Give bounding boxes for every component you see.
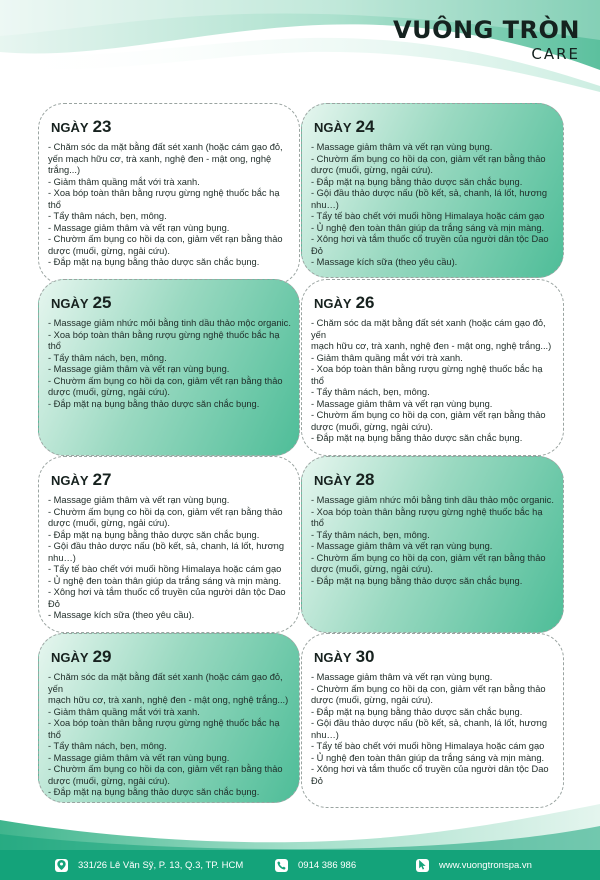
list-item: - Đắp mặt nạ bụng bằng thảo dược săn chắc bụng.	[311, 176, 523, 187]
footer-website[interactable]	[416, 850, 532, 880]
list-item: - Massage giảm thâm và vết rạn vùng bụng.	[311, 672, 493, 682]
list-item: dược (muối, gừng, ngải cứu).	[311, 695, 433, 705]
list-item: - Xoa bóp toàn thân bằng rượu gừng nghệ thuốc bắc hạ thổ	[48, 329, 280, 351]
list-item: nhu…)	[311, 199, 339, 210]
day-number: 28	[355, 470, 375, 489]
list-item: - Massage giảm nhức mỏi bằng tinh dầu thảo mộc organic.	[311, 495, 554, 505]
day-title: NGÀY 26	[314, 293, 375, 312]
phone-number: 0914 386 986	[298, 859, 357, 871]
list-item: - Chăm sóc da mặt bằng đất sét xanh (hoặc cám gạo đỏ,	[48, 142, 283, 152]
list-item: - Tẩy thâm nách, bẹn, mông.	[311, 529, 430, 540]
day-number: 26	[355, 293, 375, 312]
list-item: - Giảm thâm quầng mắt với trà xanh.	[311, 352, 463, 363]
footer-phone[interactable]	[275, 850, 356, 880]
list-item: dược (muối, gừng, ngải cứu).	[48, 775, 170, 786]
list-item: - Tẩy thâm nách, bẹn, mông.	[48, 741, 167, 751]
list-item: - Tẩy tế bào chết với muối hồng Himalaya hoặc cám gạo	[311, 211, 545, 221]
list-item: - Massage kích sữa (theo yêu cầu).	[311, 257, 458, 267]
brand-subtitle: CARE	[531, 45, 580, 63]
list-item: - Gội đầu thảo dược nấu (bồ kết, sả, chanh, lá lốt, hương	[48, 541, 285, 551]
list-item: - Xông hơi và tắm thuốc cổ truyền của người dân tộc Dao Đỏ	[48, 587, 286, 609]
list-item: - Xoa bóp toàn thân bằng rượu gừng nghệ thuốc bắc hạ thổ	[48, 718, 280, 740]
day-title: NGÀY 24	[314, 117, 375, 136]
list-item: - Đắp mặt nạ bụng bằng thảo dược săn chắc bụng.	[48, 787, 260, 797]
list-item: - Chườm ấm bụng co hồi dạ con, giảm vết rạn bằng thảo	[311, 410, 546, 420]
day-card-25	[38, 279, 300, 456]
list-item: - Gội đầu thảo dược nấu (bồ kết, sả, chanh, lá lốt, hương	[311, 718, 548, 728]
list-item: - Massage giảm thâm và vết rạn vùng bụng.	[48, 495, 230, 505]
list-item: - Chăm sóc da mặt bằng đất sét xanh (hoặc cám gạo đỏ, yến	[311, 318, 546, 340]
list-item: - Đắp mặt nạ bụng bằng thảo dược săn chắc bụng.	[48, 529, 260, 540]
list-item: - Gội đầu thảo dược nấu (bồ kết, sả, chanh, lá lốt, hương	[311, 188, 548, 198]
list-item: - Tẩy thâm nách, bẹn, mông.	[48, 211, 167, 221]
list-item: - Đắp mặt nạ bụng bằng thảo dược săn chắc bụng.	[48, 257, 260, 267]
list-item: - Chườm ấm bụng co hồi dạ con, giảm vết rạn bằng thảo	[48, 764, 283, 774]
list-item: - Chườm ấm bụng co hồi dạ con, giảm vết rạn bằng thảo	[48, 506, 283, 517]
brand-logo	[393, 16, 580, 64]
list-item: - Ủ nghệ đen toàn thân giúp da trắng sáng và mịn màng.	[311, 752, 545, 763]
list-item: - Chườm ấm bụng co hồi dạ con, giảm vết rạn bằng thảo	[48, 375, 283, 386]
day-number: 25	[92, 293, 112, 312]
list-item: - Chăm sóc da mặt bằng đất sét xanh (hoặc cám gạo đỏ, yến	[48, 672, 283, 694]
list-item: - Massage kích sữa (theo yêu cầu).	[48, 610, 195, 620]
list-item: - Chườm ấm bụng co hồi dạ con, giảm vết rạn bằng thảo	[48, 234, 283, 244]
list-item: - Tẩy tế bào chết với muối hồng Himalaya hoặc cám gạo	[48, 564, 282, 574]
list-item: yến mạch hữu cơ, trà xanh, nghệ đen - mật ong, nghệ	[48, 153, 272, 164]
treatment-list	[311, 672, 555, 787]
brand-name: VUÔNG TRÒN	[393, 16, 580, 44]
website-link: www.vuongtronspa.vn	[439, 859, 532, 871]
list-item: - Massage giảm thâm và vết rạn vùng bụng.	[311, 541, 493, 551]
day-title: NGÀY 29	[51, 647, 112, 666]
list-item: - Xoa bóp toàn thân bằng rượu gừng nghệ thuốc bắc hạ thổ	[48, 188, 280, 210]
list-item: - Tẩy thâm nách, bẹn, mông.	[48, 352, 167, 363]
list-item: - Giảm thâm quầng mắt với trà xanh.	[48, 176, 200, 187]
list-item: - Chườm ấm bụng co hồi dạ con, giảm vết rạn bằng thảo	[311, 153, 546, 164]
day-card-24	[301, 103, 564, 278]
footer-bar	[0, 850, 600, 880]
day-card-27	[38, 456, 300, 633]
day-number: 30	[355, 647, 375, 666]
day-number: 23	[92, 117, 112, 136]
list-item: - Tẩy thâm nách, bẹn, mông.	[311, 387, 430, 397]
cursor-icon	[416, 859, 429, 872]
list-item: - Ủ nghệ đen toàn thân giúp da trắng sáng và mịn màng.	[311, 222, 545, 233]
treatment-list	[48, 318, 291, 410]
list-item: - Massage giảm thâm và vết rạn vùng bụng.	[311, 142, 493, 152]
list-item: dược (muối, gừng, ngải cứu).	[48, 518, 170, 528]
list-item: - Đắp mặt nạ bụng bằng thảo dược săn chắc bụng.	[311, 433, 523, 443]
list-item: dược (muối, gừng, ngải cứu).	[48, 245, 170, 256]
list-item: dược (muối, gừng, ngải cứu).	[311, 165, 433, 175]
day-title: NGÀY 27	[51, 470, 112, 489]
list-item: - Chườm ấm bụng co hồi dạ con, giảm vết rạn bằng thảo	[311, 683, 546, 694]
day-title: NGÀY 28	[314, 470, 375, 489]
day-title: NGÀY 23	[51, 117, 112, 136]
treatment-list	[48, 495, 291, 622]
list-item: - Đắp mặt nạ bụng bằng thảo dược săn chắc bụng.	[48, 398, 260, 409]
list-item: - Massage giảm thâm và vết rạn vùng bụng.	[48, 752, 230, 763]
list-item: - Giảm thâm quầng mắt với trà xanh.	[48, 706, 200, 717]
list-item: trắng...)	[48, 165, 81, 175]
address-text: 331/26 Lê Văn Sỹ, P. 13, Q.3, TP. HCM	[78, 859, 244, 871]
list-item: nhu…)	[311, 729, 339, 740]
footer-address	[55, 850, 243, 880]
list-item: dược (muối, gừng, ngải cứu).	[311, 421, 433, 432]
list-item: - Xoa bóp toàn thân bằng rượu gừng nghệ thuốc bắc hạ thổ	[311, 506, 543, 528]
treatment-list	[48, 672, 291, 799]
list-item: - Ủ nghệ đen toàn thân giúp da trắng sáng và mịn màng.	[48, 575, 282, 586]
list-item: - Xông hơi và tắm thuốc cổ truyền của người dân tộc Dao Đỏ	[311, 764, 549, 786]
treatment-list	[48, 142, 291, 269]
day-card-28	[301, 456, 564, 633]
treatment-list	[311, 318, 555, 445]
list-item: mạch hữu cơ, trà xanh, nghệ đen - mật ong, nghệ trắng...)	[48, 695, 289, 705]
list-item: - Massage giảm nhức mỏi bằng tinh dầu thảo mộc organic.	[48, 318, 291, 328]
day-title: NGÀY 30	[314, 647, 375, 666]
day-number: 29	[92, 647, 112, 666]
day-card-23	[38, 103, 300, 285]
day-title: NGÀY 25	[51, 293, 112, 312]
list-item: - Đắp mặt nạ bụng bằng thảo dược săn chắc bụng.	[311, 575, 523, 586]
list-item: - Xoa bóp toàn thân bằng rượu gừng nghệ thuốc bắc hạ thổ	[311, 364, 543, 386]
list-item: - Massage giảm thâm và vết rạn vùng bụng.	[311, 398, 493, 409]
day-number: 27	[92, 470, 112, 489]
list-item: - Chườm ấm bụng co hồi dạ con, giảm vết rạn bằng thảo	[311, 552, 546, 563]
treatment-list	[311, 495, 555, 587]
day-card-30	[301, 633, 564, 808]
list-item: - Massage giảm thâm và vết rạn vùng bụng.	[48, 222, 230, 233]
list-item: nhu…)	[48, 552, 76, 563]
day-number: 24	[355, 117, 375, 136]
phone-icon	[275, 859, 288, 872]
list-item: dược (muối, gừng, ngải cứu).	[48, 387, 170, 397]
list-item: mạch hữu cơ, trà xanh, nghệ đen - mật ong, nghệ trắng...)	[311, 341, 552, 351]
footer-wave-decoration	[0, 790, 600, 850]
list-item: - Tẩy tế bào chết với muối hồng Himalaya hoặc cám gạo	[311, 741, 545, 751]
list-item: - Xông hơi và tắm thuốc cổ truyền của người dân tộc Dao Đỏ	[311, 234, 549, 256]
location-pin-icon	[55, 859, 68, 872]
list-item: - Đắp mặt nạ bụng bằng thảo dược săn chắc bụng.	[311, 706, 523, 717]
list-item: dược (muối, gừng, ngải cứu).	[311, 564, 433, 574]
day-card-29	[38, 633, 300, 803]
day-card-26	[301, 279, 564, 456]
treatment-list	[311, 142, 555, 269]
list-item: - Massage giảm thâm và vết rạn vùng bụng.	[48, 364, 230, 374]
